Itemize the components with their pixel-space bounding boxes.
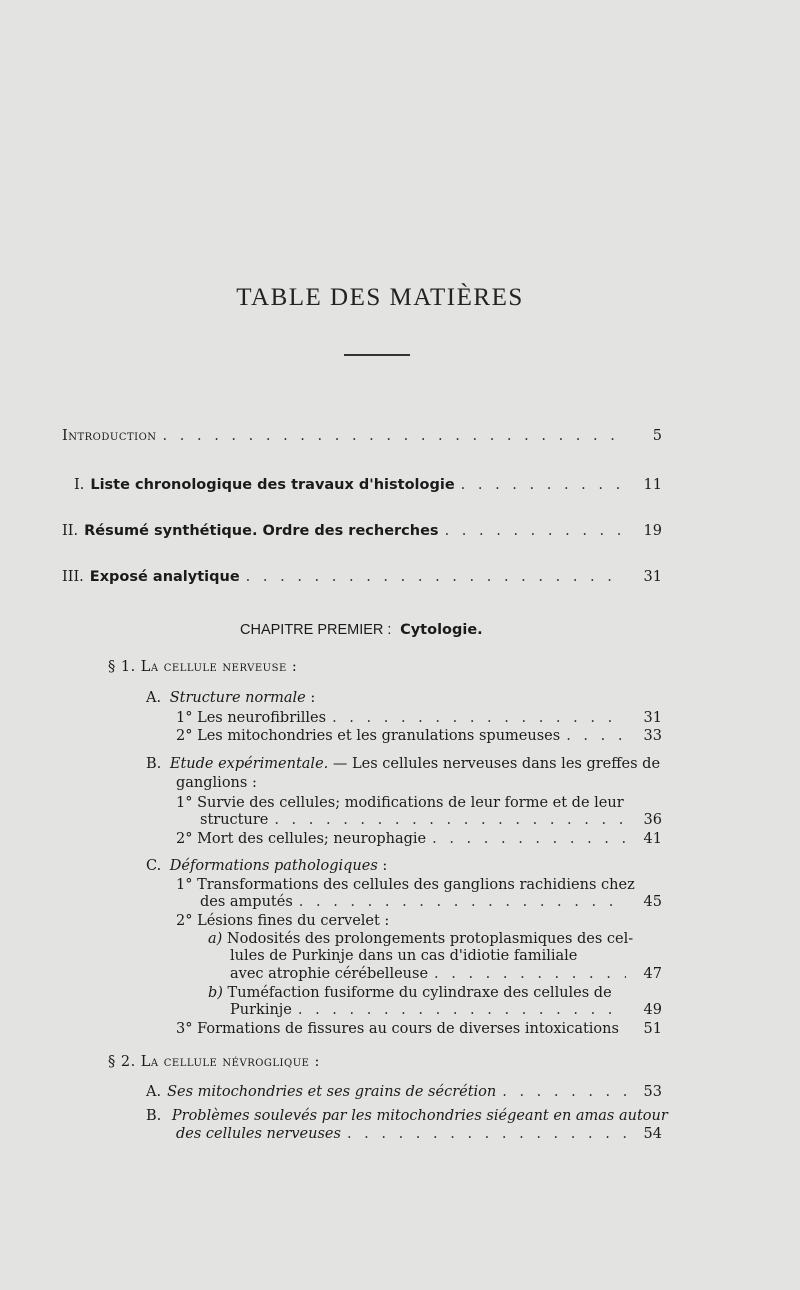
toc-page-number: 54 [643,1126,662,1142]
toc-entry-lesions-cervelet: 2° Lésions fines du cervelet : [176,913,390,929]
subsection-letter: B. [146,1108,162,1124]
leader-dots [274,812,626,828]
page-title: TABLE DES MATIÈRES [236,284,524,311]
subsection-letter: B. [146,756,162,772]
leader-dots [298,1002,626,1018]
leader-dots [445,523,626,539]
toc-page-number: 51 [643,1021,662,1037]
toc-part-number: I. [74,477,85,493]
leader-dots [347,1126,626,1142]
toc-entry-part-1 [74,477,662,493]
chapter-heading [240,622,483,638]
toc-page-number: 49 [643,1002,662,1018]
toc-page-number: 45 [643,894,662,910]
subsection-title: Déformations pathologiques [169,858,378,874]
section-heading-1: § 1. La cellule nerveuse : [108,659,298,675]
leader-dots [566,728,626,744]
item-letter: b) [208,985,223,1001]
subsection-colon: : [305,690,316,706]
toc-entry-part-3 [62,569,662,585]
leader-dots [163,428,626,444]
toc-entry-tumefaction [230,1002,662,1018]
toc-label: Ses mitochondries et ses grains de sécrétion [167,1084,497,1100]
item-text: Tuméfaction fusiforme du cylindraxe des cellules de [222,985,612,1001]
leader-dots [246,569,626,585]
chapter-name: Cytologie. [400,622,483,638]
subsection-c [146,858,387,874]
toc-entry-nodosites [230,966,662,982]
toc-page-number: 19 [643,523,662,539]
toc-entry-mitochondries [176,728,662,744]
subsection-letter: A. [146,690,162,706]
subsection-b-continuation: ganglions : [176,775,257,791]
title-divider [344,354,410,356]
leader-dots [332,710,626,726]
toc-label: des cellules nerveuses [176,1126,341,1142]
leader-dots [432,831,626,847]
toc-label: Exposé analytique [89,569,240,585]
item-letter: a) [208,931,223,947]
toc-label: des amputés [200,894,293,910]
toc-label: 1° Les neurofibrilles [176,710,327,726]
toc-part-number: II. [62,523,79,539]
toc-entry-transformations-line1: 1° Transformations des cellules des ganglions rachidiens chez [176,877,635,893]
toc-entry-part-2 [62,523,662,539]
toc-entry-nodosites-line2: lules de Purkinje dans un cas d'idiotie familiale [230,948,578,964]
subsection-b [146,756,660,772]
toc-label: Résumé synthétique. Ordre des recherches [84,523,439,539]
toc-page-number: 31 [643,569,662,585]
subsection-a [146,690,315,706]
subsection-text: — Les cellules nerveuses dans les greffes de [328,756,661,772]
section-heading-2: § 2. La cellule névroglique : [108,1054,320,1070]
toc-label: Introduction [62,428,157,444]
toc-entry-problemes-line1 [146,1108,668,1124]
toc-label: structure [200,812,269,828]
toc-page-number: 36 [643,812,662,828]
toc-page-number: 5 [652,428,662,444]
toc-entry-transformations [200,894,662,910]
toc-entry-nodosites-line1 [208,931,633,947]
toc-part-number: III. [62,569,84,585]
subsection-title: Problèmes soulevés par les mitochondries siégeant en amas autour [171,1108,668,1124]
subsection-letter: C. [146,858,162,874]
leader-dots [625,1021,626,1037]
toc-entry-neurofibrilles [176,710,662,726]
subsection-title: Etude expérimentale. [169,756,329,772]
toc-entry-survie [200,812,662,828]
toc-entry-tumefaction-line1 [208,985,612,1001]
toc-label: 2° Les mitochondries et les granulations spumeuses [176,728,561,744]
toc-label: 2° Mort des cellules; neurophagie [176,831,427,847]
subsection-title: Structure normale [169,690,306,706]
leader-dots [434,966,626,982]
item-text: Nodosités des prolongements protoplasmiques des cel- [222,931,634,947]
toc-page-number: 11 [643,477,662,493]
toc-entry-introduction [62,428,662,444]
toc-page-number: 41 [643,831,662,847]
subsection-colon: : [377,858,388,874]
toc-page-number: 33 [643,728,662,744]
chapter-prefix: CHAPITRE PREMIER : [240,622,392,638]
toc-page-number: 31 [643,710,662,726]
leader-dots [299,894,626,910]
toc-label: Liste chronologique des travaux d'histologie [90,477,455,493]
toc-entry-problemes [176,1126,662,1142]
toc-page-number: 53 [643,1084,662,1100]
toc-label: Purkinje [230,1002,292,1018]
toc-entry-nevroglie-mitochondries [146,1084,662,1100]
subsection-letter: A. [146,1084,162,1100]
toc-label: avec atrophie cérébelleuse [230,966,429,982]
leader-dots [502,1084,626,1100]
toc-label: 3° Formations de fissures au cours de diverses intoxications [176,1021,619,1037]
toc-page-number: 47 [643,966,662,982]
leader-dots [461,477,626,493]
toc-entry-mort-cellules [176,831,662,847]
toc-entry-survie-line1: 1° Survie des cellules; modifications de leur forme et de leur [176,795,624,811]
toc-entry-fissures [176,1021,662,1037]
